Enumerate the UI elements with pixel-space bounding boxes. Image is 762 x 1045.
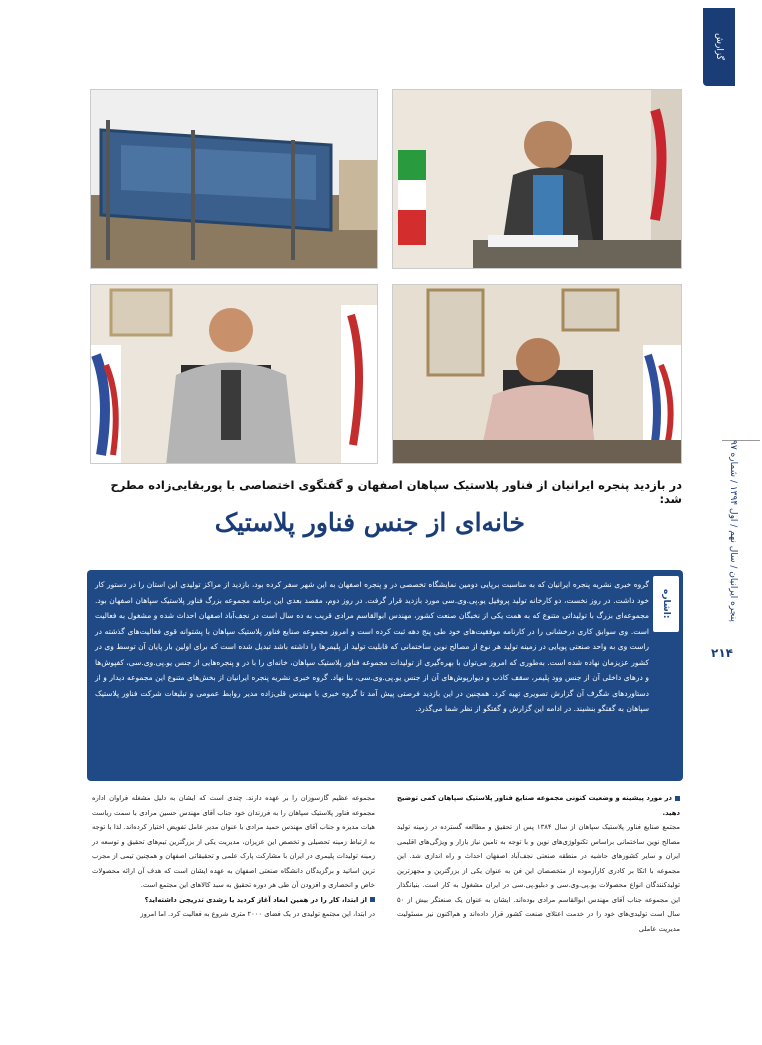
answer-2: در ابتدا، این مجتمع تولیدی در یک فضای ۲۰۰۰ متری شروع به فعالیت کرد. اما امروز [140,910,375,918]
factory-sign-photo [90,89,378,269]
answer-1: مجتمع صنایع فناور پلاستیک سپاهان از سال ۱۳۸۴ پس از تحقیق و مطالعه گسترده در زمینه تولید مصالح نوین ساختمانی براساس تکنولوژی‌های نوین و با توجه به تامین نیاز بازار و ویژگی‌های اقلیمی ایران و سایر کشورهای حاشیه در منطقه صنعتی نجف‌آباد اصفهان احداث و راه اندازی شد. این مجموعه با اتکا بر کادری کارآزموده از متخصصان این فن به عنوان یکی از بزرگترین و مجهزترین تولیدکنندگان انواع محصولات یو.پی.وی.سی و دبلیو.پی.سی در ایران مشغول به کار است. بنیانگذار این مجموعه جناب آقای مهندس ابوالقاسم مرادی بوده‌اند. ایشان به عنوان یک صنعتگر بیش از ۵۰ سال است تولیدی‌های خود را در خدمت اعتلای صنعت کشور قرار داده‌اند و هم‌اکنون نیز مسئولیت مدیریت عاملی [397,823,680,933]
issue-info-strip [682,440,760,660]
manager-photo-2 [90,284,378,464]
article-subtitle: در بازدید پنجره ایرانیان از فناور پلاستیک سپاهان اصفهان و گفتگوی اختصاصی با پوربقایی‌زاده مطرح شد: [110,478,682,506]
article-headline: خانه‌ای از جنس فناور پلاستیک [214,508,525,537]
issue-info-text: پنجره ایرانیان / سال نهم / اول ۱۳۹۴ / شماره ۹۷ [728,440,738,622]
question-1 [397,791,680,820]
answer-1-continued: مجموعه عظیم گازسوزان را بر عهده دارند. چندی است که ایشان به دلیل مشغله فراوان اداره مجموعه فناور پلاستیک سپاهان را به فرزندان خود جناب آقای مهندس حسین مرادی با سمت ریاست هیات مدیره و جناب آقای مهندس حمید مرادی با عنوان مدیر عامل تفویض اختیار کرده‌اند. لذا با توجه به ارتباط زمینه تحصیلی و تخصص این عزیزان، مدیریت یکی از بزرگترین تیم‌های تحقیق و توسعه در زمینه تولیدات پلیمری در ایران با مشارکت پارک علمی و تحقیقاتی اصفهان و همچنین تیمی از مجرب ترین اساتید و برگزیدگان دانشگاه صنعتی اصفهان به عهده ایشان است که هدف آن ارائه محصولات خاص و انحصاری و افزودن آن طی هر دوره تحقیق به سبد کالاهای این مجتمع است. [92,794,375,889]
manager-photo-1 [392,89,682,269]
intro-box [87,570,683,781]
question-1-text: در مورد پیشینه و وضعیت کنونی مجموعه صنایع فناور پلاستیک سپاهان کمی توضیح دهید. [397,794,680,817]
body-column-right [397,791,680,936]
factory-sign-illustration [91,90,378,269]
question-2-text: از ابتدا، کار را در همین ابعاد آغاز کردید یا رشدی تدریجی داشته‌اید؟ [144,895,367,904]
page-number: ۲۱۴ [711,646,733,660]
manager-photo-3 [392,284,682,464]
body-column-left [92,791,375,922]
manager-illustration-2 [91,285,378,464]
question-marker-icon [675,796,680,801]
section-tab [703,8,735,86]
manager-illustration-3 [393,285,682,464]
intro-text: گروه خبری نشریه پنجره ایرانیان که به مناسبت برپایی دومین نمایشگاه تخصصی در و پنجره اصفهان به این شهر سفر کرده بود، بازدید از مراکز تولیدی این استان را در دستور کار خود داشت. در روز نخست، دو کارخانه تولید پروفیل یو.پی.وی.سی مورد بازدید قرار گرفت. در روز دوم، مقصد بعدی این برنامه مجموعه بزرگ فناور پلاستیک سپاهان اصفهان بود. مجموعه‌ای بزرگ با تولیداتی متنوع که به همت یکی از نخبگان صنعت کشور، مهندس ابوالقاسم مرادی قریب به ده سال است در نجف‌آباد اصفهان احداث شده و مشغول به فعالیت است. وی سوابق کاری درخشانی را در کارنامه موفقیت‌های خود طی پنج دهه ثبت کرده است و امروز مجموعه صنایع فناور پلاستیک سپاهان با پشتوانه قوی فعالیت‌های گذشته در راست وی به واحد صنعتی پویایی در زمینه تولید هر نوع از مصالح نوین ساختمانی که قابلیت تولید از پلیمرها را داشته باشد تبدیل شده است که برای اولین بار پایان آن توسط وی در کشور عزیزمان نهاده شده است. به‌طوری که امروز می‌توان با بهره‌گیری از تولیدات مجموعه فناور پلاستیک سپاهان، خانه‌ای را با در و پنجره‌هایی از جنس یو.پی.وی.سی، کفپوش‌ها و درهای داخلی آن از جنس وود پلیمر، سقف کاذب و دیوارپوش‌های آن از جنس یو.پی.وی.سی، بنا نهاد. گروه خبری نشریه پنجره ایرانیان از بخش‌های متنوع این مجموعه دیدار و از دستاوردهای شگرف آن گزارش تصویری تهیه کرد. همچنین در این بازدید فرصتی پیش آمد تا گروه خبری با مهندس قلی‌زاده مدیر روابط عمومی و تبلیغات شرکت فناور پلاستیک سپاهان به گفتگو بنشیند. در ادامه این گزارش و گفتگو از نظر شما می‌گذرد. [95,580,649,713]
question-marker-icon [370,897,375,902]
manager-illustration-1 [393,90,682,269]
section-tab-label: گزارش [714,33,724,61]
intro-label: اشاره: [653,576,679,632]
question-2 [92,893,375,908]
